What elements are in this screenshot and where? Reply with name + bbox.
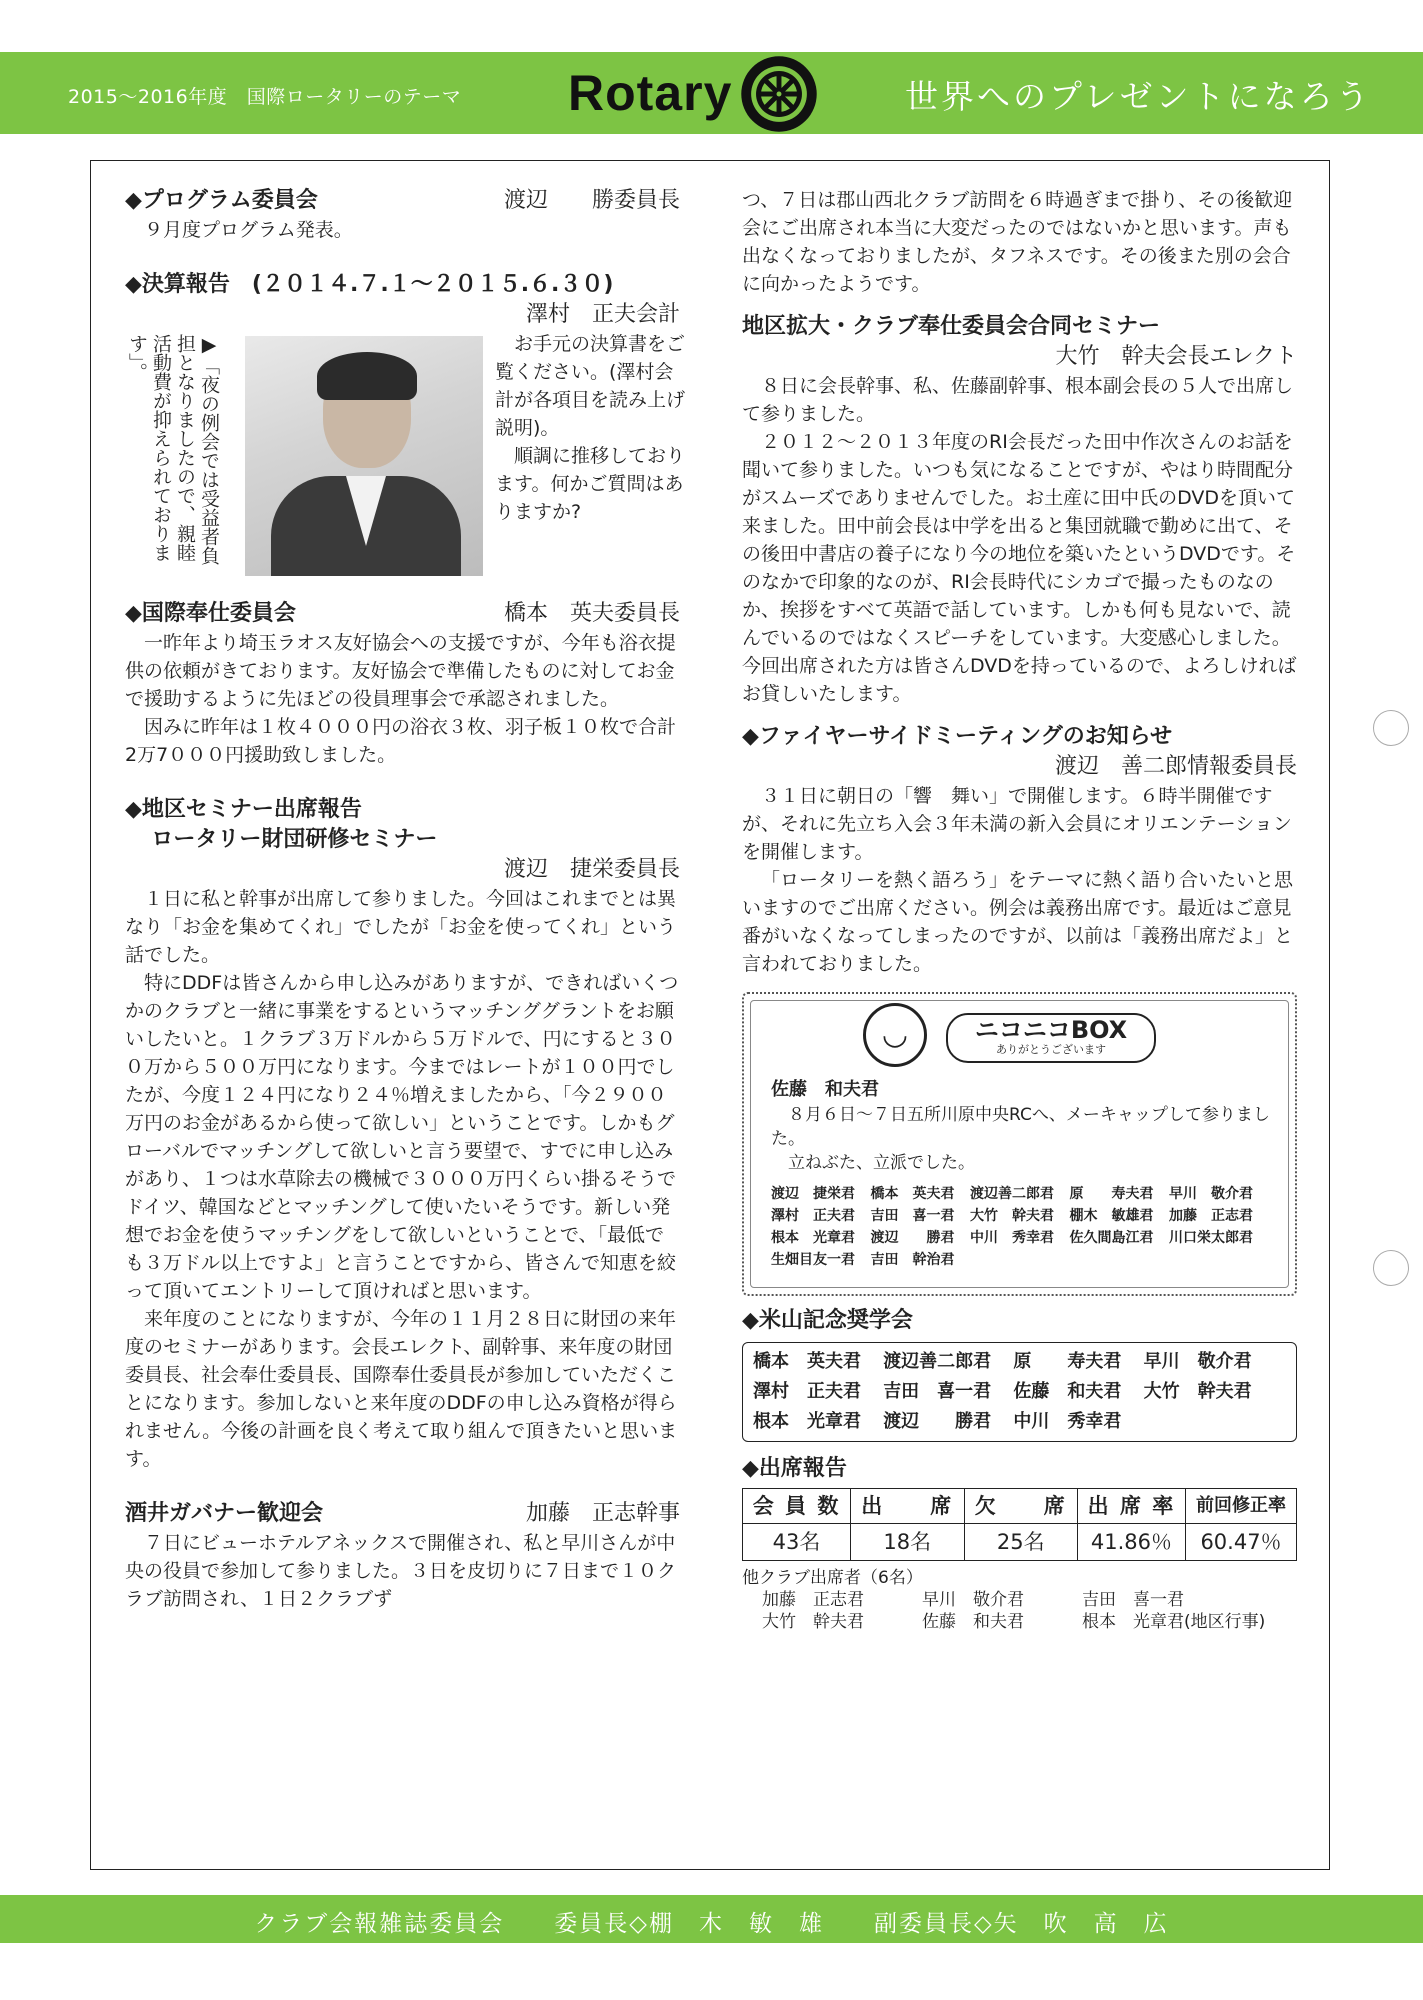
nico-member-name xyxy=(1269,1183,1275,1205)
nico-line2: 立ねぶた、立派でした。 xyxy=(788,1153,975,1173)
nico-member-name: 中川 秀幸君 xyxy=(970,1230,1054,1246)
nico-member-name: 吉田 幹治君 xyxy=(870,1252,955,1268)
yoneyama-names xyxy=(753,1347,1286,1437)
attendance-header-row xyxy=(743,1489,1297,1524)
fireside-author: 渡辺 善二郎情報委員長 xyxy=(1054,754,1297,779)
governor-p1-cont: つ、７日は郡山西北クラブ訪問を６時過ぎまで掛り、その後歓迎会にご出席され本当に大変だったのではないかと思います。声も出なくなっておりましたが、タフネスです。その後また別の会合に向かったようです。 xyxy=(742,189,1293,295)
other-club-attendees xyxy=(742,1567,1297,1633)
yoneyama-member-name: 大竹 幹夫君 xyxy=(1143,1381,1252,1402)
yoneyama-member-name: 吉田 喜一君 xyxy=(883,1381,992,1402)
nico-member-name: 澤村 正夫君 xyxy=(771,1208,855,1224)
nico-member-name: 棚木 敏雄君 xyxy=(1069,1208,1154,1224)
other-attendee: 大竹 幹夫君 xyxy=(762,1612,864,1632)
nico-member-name xyxy=(970,1249,1060,1271)
binder-hole xyxy=(1373,1250,1409,1286)
attendance-value: 60.47％ xyxy=(1186,1524,1297,1561)
nico-member-name: 渡辺善二郎君 xyxy=(970,1186,1054,1202)
fireside-p1: ３１日に朝日の「響 舞い」で開催します。６時半開催ですが、それに先立ち入会３年未満の新入会員にオリエンテーションを開催します。 xyxy=(742,785,1292,863)
yoneyama-title: ◆米山記念奨学会 xyxy=(742,1308,913,1333)
settlement-body2: 順調に推移しております。何かご質問はありますか? xyxy=(495,445,686,523)
settlement-author: 澤村 正夫会計 xyxy=(525,302,680,327)
rotary-wheel-icon xyxy=(738,53,820,135)
nico-member-name: 根本 光章君 xyxy=(771,1230,855,1246)
nico-member-name: 渡辺 勝君 xyxy=(870,1230,955,1246)
others-label: 他クラブ出席者（6名） xyxy=(742,1568,923,1588)
fireside-title: ◆ファイヤーサイドミーティングのお知らせ xyxy=(742,724,1173,749)
program-author: 渡辺 勝委員長 xyxy=(503,188,680,213)
binder-hole xyxy=(1373,710,1409,746)
nico-subtitle: ありがとうございます xyxy=(996,1043,1106,1056)
nico-line1: ８月６日～７日五所川原中央RCへ、メーキャップして参りました。 xyxy=(771,1105,1270,1149)
yoneyama-member-name xyxy=(1144,1407,1264,1437)
district-p1: ８日に会長幹事、私、佐藤副幹事、根本副会長の５人で出席して参りました。 xyxy=(742,375,1294,425)
attendance-header: 会 員 数 xyxy=(743,1489,851,1524)
intl-title: ◆国際奉仕委員会 xyxy=(125,601,296,626)
seminar-subtitle: ロータリー財団研修セミナー xyxy=(151,827,438,852)
intl-author: 橋本 英夫委員長 xyxy=(503,601,680,626)
yoneyama-member-name xyxy=(1274,1347,1286,1377)
seminar-p2: 特にDDFは皆さんから申し込みがありますが、できればいくつかのクラブと一緒に事業をするというマッチンググラントをお願いしたいと。１クラブ３万ドルから５万ドルで、円にすると３００万から５００万円になります。今まではレートが１００円でしたが、今度１２４円になり２４％増えましたから、「今２９００万円のお金があるから使って欲しい」ということです。しかもグローバルでマッチングして欲しいと言う要望で、すでに申し込みがあり、１つは水草除去の機械で３０００万円くらい掛るそうでドイツ、韓国などとマッチングして使いたいそうです。新しい発想でお金を使うマッチングをして欲しいということで、「最低でも３万ドル以上ですよ」と言うことですから、皆さんで知恵を絞って頂いてエントリーして頂ければと思います。 xyxy=(125,972,679,1302)
theme-slogan: 世界へのプレゼントになろう xyxy=(905,77,1372,116)
nico-member-name xyxy=(1070,1249,1160,1271)
attendance-header: 出 席 xyxy=(851,1489,964,1524)
district-p2: ２０１２～２０１３年度のRI会長だった田中作次さんのお話を聞いて参りました。いつも気になることですが、やはり時間配分がスムーズでありませんでした。お土産に田中氏のDVDを頂いて来ました。田中前会長は中学を出ると集団就職で勤めに出て、その後田中書店の養子になり今の地位を築いたというDVDです。そのなかで印象的なのが、RI会長時代にシカゴで撮ったものなのか、挨拶をすべて英語で話しています。しかも何も見ないで、読んでいるのではなくスピーチをしています。大変感心しました。今回出席された方は皆さんDVDを持っているので、よろしければお貸しいたします。 xyxy=(742,431,1297,705)
attendance-header: 前回修正率 xyxy=(1186,1489,1297,1524)
attendance-title: ◆出席報告 xyxy=(742,1456,847,1481)
attendance-header: 欠 席 xyxy=(964,1489,1077,1524)
rotary-logo-text: Rotary xyxy=(568,65,733,121)
yoneyama-member-name xyxy=(1274,1407,1286,1437)
theme-label: 2015～2016年度 国際ロータリーのテーマ xyxy=(68,86,462,108)
yoneyama-member-name: 渡辺善二郎君 xyxy=(883,1351,992,1372)
district-title: 地区拡大・クラブ奉仕委員会合同セミナー xyxy=(742,314,1161,339)
district-author: 大竹 幹夫会長エレクト xyxy=(1055,344,1297,369)
settlement-text xyxy=(495,330,685,526)
nico-member-name xyxy=(1269,1205,1275,1227)
nico-member-name: 佐久間島江君 xyxy=(1069,1230,1154,1246)
nico-box xyxy=(742,992,1297,1296)
governor-author: 加藤 正志幹事 xyxy=(525,1501,680,1526)
program-body: ９月度プログラム発表。 xyxy=(144,219,353,241)
yoneyama-member-name: 佐藤 和夫君 xyxy=(1013,1381,1122,1402)
attendance-table xyxy=(742,1488,1297,1561)
yoneyama-member-name: 渡辺 勝君 xyxy=(883,1411,992,1432)
nico-member-name: 吉田 喜一君 xyxy=(870,1208,955,1224)
right-column xyxy=(742,186,1297,1633)
other-attendee: 佐藤 和夫君 xyxy=(922,1612,1024,1632)
yoneyama-member-name: 早川 敬介君 xyxy=(1143,1351,1252,1372)
nico-member-name: 加藤 正志君 xyxy=(1169,1208,1253,1224)
nico-member-name: 生畑目友一君 xyxy=(771,1252,855,1268)
seminar-author: 渡辺 捷栄委員長 xyxy=(503,857,680,882)
settlement-body1: お手元の決算書をご覧ください。(澤村会計が各項目を読み上げ説明)。 xyxy=(495,333,686,439)
settlement-title: ◆決算報告 (２０１４.７.１～２０１５.６.３０) xyxy=(125,272,614,297)
nico-person: 佐藤 和夫君 xyxy=(771,1079,879,1100)
settlement-photo-block xyxy=(125,330,686,585)
yoneyama-member-name: 原 寿夫君 xyxy=(1013,1351,1122,1372)
attendance-value: 41.86％ xyxy=(1077,1524,1185,1561)
nico-member-name: 橋本 英夫君 xyxy=(870,1186,955,1202)
footer-text: クラブ会報雑誌委員会 委員長◇棚 木 敏 雄 副委員長◇矢 吹 高 広 xyxy=(254,1911,1169,1937)
seminar-p3: 来年度のことになりますが、今年の１１月２８日に財団の来年度のセミナーがあります。会長エレクト、副幹事、来年度の財団委員長、社会奉仕委員長、国際奉仕委員長が参加していただくことになります。参加しないと来年度のDDFの申し込み資格が得られません。今後の計画を良く考えて取り組んで頂きたいと思います。 xyxy=(125,1308,678,1470)
nico-member-name xyxy=(1269,1227,1275,1249)
nico-title: ニコニコBOX xyxy=(974,1016,1128,1044)
smile-icon: ◡ xyxy=(863,1003,927,1067)
program-heading xyxy=(125,186,680,216)
seminar-p1: １日に私と幹事が出席して参りました。今回はこれまでとは異なり「お金を集めてくれ」でしたが「お金を使ってくれ」という話でした。 xyxy=(125,888,677,966)
governor-p1: ７日にビューホテルアネックスで開催され、私と早川さんが中央の役員で参加して参りました。３日を皮切りに７日まで１０クラブ訪問され、１日２クラブず xyxy=(125,1532,677,1610)
program-title: ◆プログラム委員会 xyxy=(125,188,318,213)
yoneyama-box xyxy=(742,1342,1297,1442)
nico-member-name: 原 寿夫君 xyxy=(1069,1186,1154,1202)
seminar-title: ◆地区セミナー出席報告 xyxy=(125,797,362,822)
nico-member-name: 渡辺 捷栄君 xyxy=(771,1186,855,1202)
left-column xyxy=(125,186,686,1613)
governor-title: 酒井ガバナー歓迎会 xyxy=(125,1501,324,1526)
fireside-p2: 「ロータリーを熱く語ろう」をテーマに熱く語り合いたいと思いますのでご出席ください。例会は義務出席です。最近はご意見番がいなくなってしまったのですが、以前は「義務出席だよ」と言われておりました。 xyxy=(742,869,1294,975)
nico-member-name xyxy=(1269,1249,1275,1271)
nico-names xyxy=(771,1183,1274,1271)
yoneyama-member-name: 橋本 英夫君 xyxy=(753,1351,861,1372)
other-attendee: 早川 敬介君 xyxy=(922,1590,1024,1610)
yoneyama-member-name xyxy=(1274,1377,1286,1407)
yoneyama-member-name: 中川 秀幸君 xyxy=(1013,1411,1122,1432)
other-attendee: 吉田 喜一君 xyxy=(1082,1590,1184,1610)
header-band xyxy=(0,52,1423,134)
nico-member-name: 大竹 幹夫君 xyxy=(970,1208,1054,1224)
other-attendee: 根本 光章君(地区行事) xyxy=(1082,1612,1266,1632)
attendance-header: 出 席 率 xyxy=(1077,1489,1185,1524)
nico-member-name xyxy=(1169,1249,1259,1271)
photo-caption: ▶「夜の例会では受益者負担となりましたので、親睦活動費が抑えられております」。 xyxy=(126,334,220,565)
attendance-value-row xyxy=(743,1524,1297,1561)
nico-member-name: 早川 敬介君 xyxy=(1169,1186,1253,1202)
nico-member-name: 川口栄太郎君 xyxy=(1169,1230,1253,1246)
governor-heading xyxy=(125,1499,680,1529)
footer-band xyxy=(0,1895,1423,1943)
other-attendee: 加藤 正志君 xyxy=(762,1590,864,1610)
intl-p2: 因みに昨年は１枚４０００円の浴衣３枚、羽子板１０枚で合計2万7０００円援助致しました。 xyxy=(125,716,677,766)
attendance-value: 25名 xyxy=(964,1524,1077,1561)
yoneyama-member-name: 澤村 正夫君 xyxy=(753,1381,861,1402)
intl-heading xyxy=(125,599,680,629)
attendance-value: 43名 xyxy=(743,1524,851,1561)
attendance-value: 18名 xyxy=(851,1524,964,1561)
nico-body xyxy=(771,1077,1274,1271)
yoneyama-member-name: 根本 光章君 xyxy=(753,1411,861,1432)
nico-title-badge xyxy=(946,1013,1156,1063)
speaker-photo xyxy=(245,336,483,576)
intl-p1: 一昨年より埼玉ラオス友好協会への支援ですが、今年も浴衣提供の依頼がきております。友好協会で準備したものに対してお金で援助するように先ほどの役員理事会で承認されました。 xyxy=(125,632,676,710)
